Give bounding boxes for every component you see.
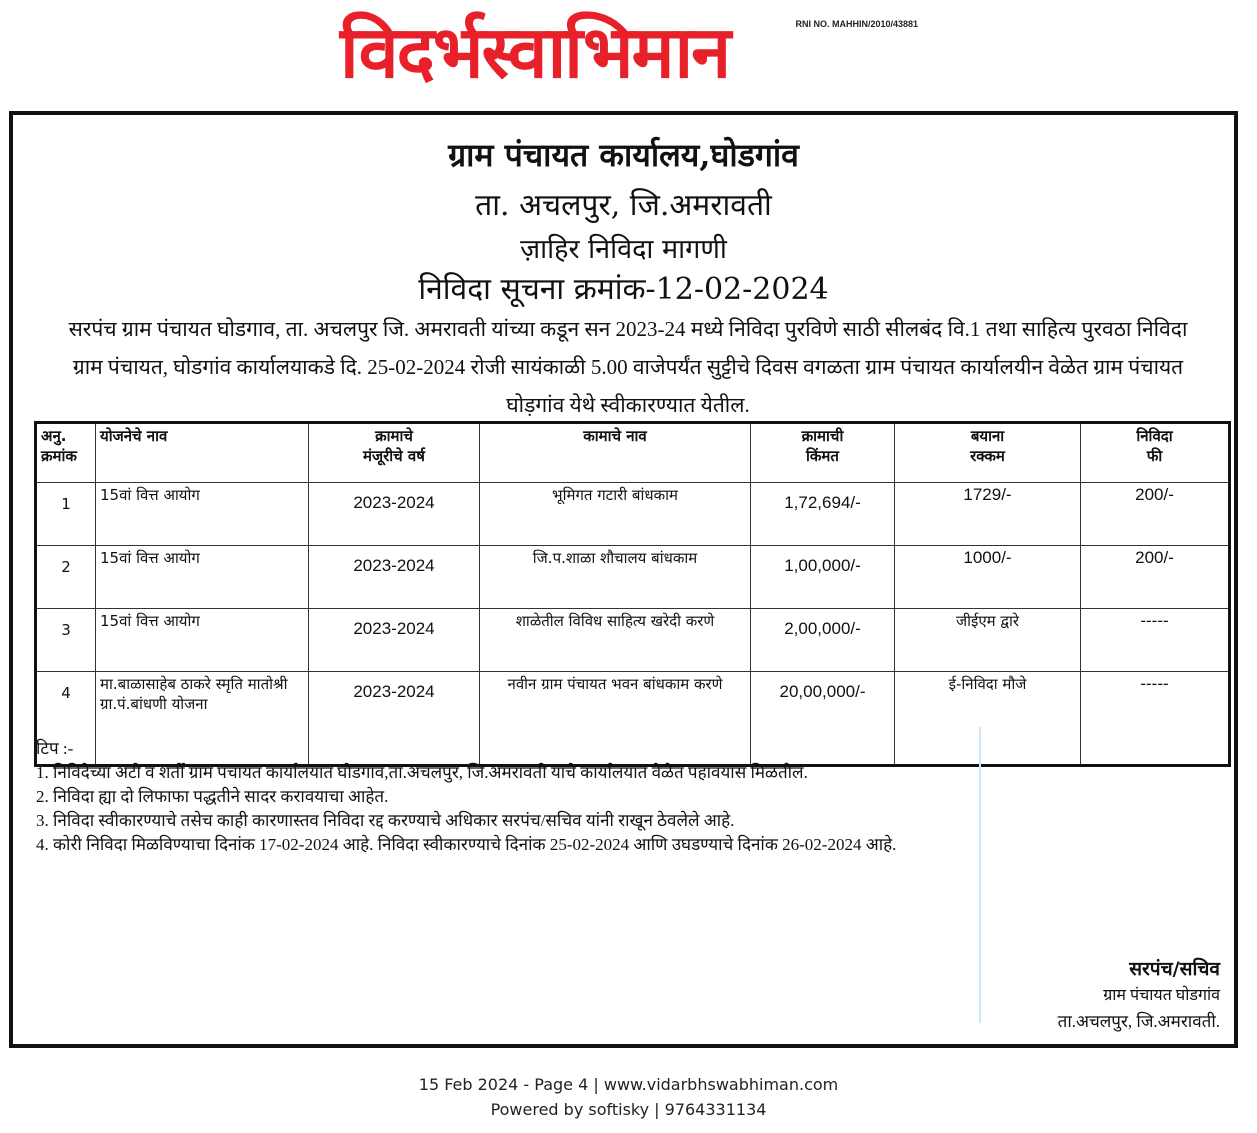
office-location: ता. अचलपुर, जि.अमरावती <box>475 188 772 223</box>
header-year: क्रामाचे मंजूरीचे वर्ष <box>309 423 480 483</box>
row-cost: 1,72,694/- <box>751 483 895 546</box>
note-item: 3. निविदा स्वीकारण्याचे तसेच काही कारणास्तव निविदा रद्द करण्याचे अधिकार सरपंच/सचिव यांनी राखून ठेवलेले आहे. <box>36 811 735 830</box>
row-scheme: मा.बाळासाहेब ठाकरे स्मृति मातोश्री ग्रा.पं.बांधणी योजना <box>96 672 309 766</box>
row-serial: 3 <box>36 609 96 672</box>
note-item: 1. निविदेच्या अटी व शर्ती ग्राम पंचायत कार्यालयात घोडगांव,ता.अचलपुर, जि.अमरावती यांचे कार्यालयात वेळेत पहावयास मिळतील. <box>36 763 808 782</box>
row-serial: 4 <box>36 672 96 766</box>
header-scheme: योजनेचे नाव <box>96 423 309 483</box>
row-year: 2023-2024 <box>309 609 480 672</box>
newspaper-logo: विदर्भस्वाभिमान <box>340 10 730 94</box>
header-serial: अनु. क्रमांक <box>36 423 96 483</box>
row-year: 2023-2024 <box>309 672 480 766</box>
tender-notice <box>9 111 1238 1048</box>
tender-table <box>34 421 1231 767</box>
row-scheme: 15वां वित्त आयोग <box>96 483 309 546</box>
row-year: 2023-2024 <box>309 546 480 609</box>
row-fee: 200/- <box>1081 546 1230 609</box>
row-deposit: ई-निविदा मौजे <box>895 672 1081 766</box>
intro-line-2: ग्राम पंचायत, घोडगांव कार्यालयाकडे दि. 25-02-2024 रोजी सायंकाळी 5.00 वाजेपर्यंत सुट्टीचे दिवस वगळता ग्राम पंचायत कार्यालयीन वेळेत ग्राम पंचायत <box>72 355 1184 379</box>
row-deposit: 1000/- <box>895 546 1081 609</box>
row-scheme: 15वां वित्त आयोग <box>96 609 309 672</box>
row-cost: 1,00,000/- <box>751 546 895 609</box>
newspaper-masthead <box>340 4 920 104</box>
signatory-designation: सरपंच/सचिव <box>1129 958 1220 980</box>
row-serial: 2 <box>36 546 96 609</box>
notice-number: निविदा सूचना क्रमांक-12-02-2024 <box>418 272 829 307</box>
header-deposit: बयाना रक्कम <box>895 423 1081 483</box>
signatory-location: ता.अचलपुर, जि.अमरावती. <box>1057 1012 1220 1031</box>
row-work: नवीन ग्राम पंचायत भवन बांधकाम करणे <box>480 672 751 766</box>
notes-title: टिप :- <box>36 739 74 758</box>
row-cost: 20,00,000/- <box>751 672 895 766</box>
table-header-row <box>36 423 1230 483</box>
header-cost: क्रामाची किंमत <box>751 423 895 483</box>
rni-number: RNI NO. MAHHIN/2010/43881 <box>795 19 918 29</box>
notes-section <box>36 737 896 857</box>
table-row <box>36 546 1230 609</box>
row-year: 2023-2024 <box>309 483 480 546</box>
row-work: भूमिगत गटारी बांधकाम <box>480 483 751 546</box>
row-serial: 1 <box>36 483 96 546</box>
row-fee: 200/- <box>1081 483 1230 546</box>
row-fee: ----- <box>1081 609 1230 672</box>
row-work: जि.प.शाळा शौचालय बांधकाम <box>480 546 751 609</box>
table-row <box>36 609 1230 672</box>
row-work: शाळेतील विविध साहित्य खरेदी करणे <box>480 609 751 672</box>
header-fee: निविदा फी <box>1081 423 1230 483</box>
row-deposit: 1729/- <box>895 483 1081 546</box>
footer-powered-by: Powered by softisky | 9764331134 <box>490 1100 767 1119</box>
note-item: 4. कोरी निविदा मिळविण्याचा दिनांक 17-02-2024 आहे. निविदा स्वीकारण्याचे दिनांक 25-02-2024 आणि उघडण्याचे दिनांक 26-02-2024 आहे. <box>36 835 897 854</box>
intro-line-3: घोड़गांव येथे स्वीकारण्यात येतील. <box>506 393 750 417</box>
signatory-office: ग्राम पंचायत घोडगांव <box>1103 987 1220 1004</box>
row-deposit: जीईएम द्वारे <box>895 609 1081 672</box>
intro-line-1: सरपंच ग्राम पंचायत घोडगाव, ता. अचलपुर जि. अमरावती यांच्या कडून सन 2023-24 मध्ये निविदा पुरविणे साठी सीलबंद वि.1 तथा साहित्य पुरवठा निविदा <box>68 317 1188 341</box>
divider-line <box>979 727 981 1023</box>
header-work: कामाचे नाव <box>480 423 751 483</box>
notice-heading: ज़ाहिर निविदा मागणी <box>520 234 727 265</box>
footer-date-page: 15 Feb 2024 - Page 4 | www.vidarbhswabhiman.com <box>418 1075 839 1094</box>
row-fee: ----- <box>1081 672 1230 766</box>
table-row <box>36 483 1230 546</box>
row-scheme: 15वां वित्त आयोग <box>96 546 309 609</box>
note-item: 2. निविदा ह्या दो लिफाफा पद्धतीने सादर करावयाचा आहेत. <box>36 787 389 806</box>
office-title: ग्राम पंचायत कार्यालय,घोडगांव <box>448 136 799 174</box>
row-cost: 2,00,000/- <box>751 609 895 672</box>
